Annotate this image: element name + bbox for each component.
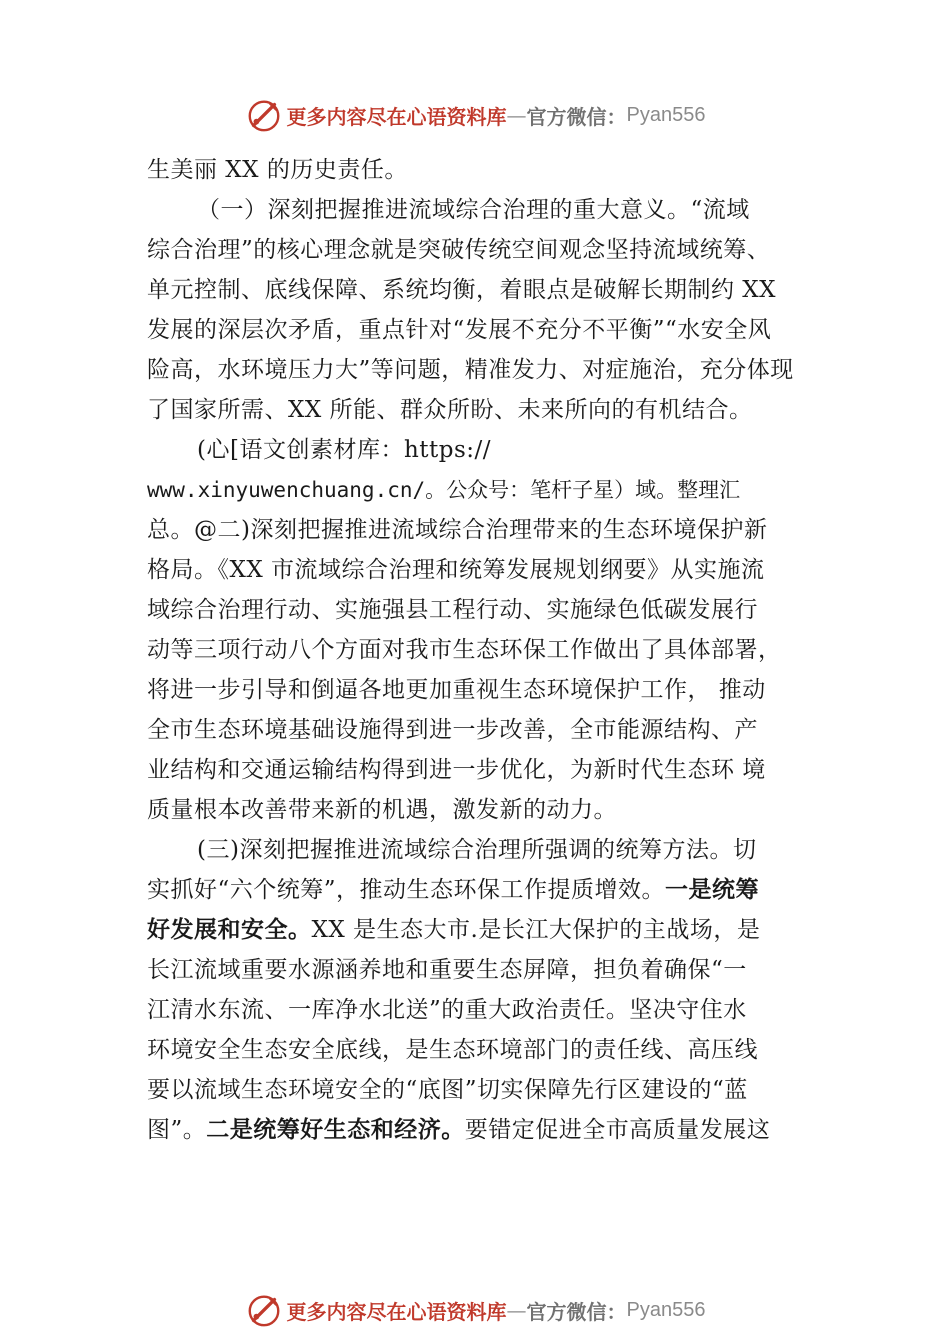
text-line <box>147 830 827 870</box>
text-run: 将进一步引导和倒逼各地更加重视生态环境保护工作， 推动 <box>147 677 766 703</box>
banner-wechat-id: Pyan556 <box>626 1298 706 1321</box>
text-line <box>147 910 827 950</box>
text-run: 动等三项行动八个方面对我市生态环保工作做出了具体部署， <box>147 637 782 663</box>
text-run: (三)深刻把握推进流域综合治理所强调的统筹方法。切 <box>197 837 757 863</box>
banner-dash: — <box>506 103 527 127</box>
text-line <box>147 470 827 510</box>
text-line <box>147 590 827 630</box>
text-line <box>147 750 827 790</box>
text-line <box>147 950 827 990</box>
text-line <box>147 790 827 830</box>
banner-label: 官方微信： <box>526 1299 627 1324</box>
bold-text-run: 二是统筹好生态和经济。 <box>206 1117 465 1143</box>
text-line <box>147 870 827 910</box>
text-run: 图”。 <box>147 1117 207 1143</box>
text-run: XX 是生态大市.是长江大保护的主战场，是 <box>311 917 761 943</box>
text-line <box>147 150 827 190</box>
text-run: www.xinyuwenchuang.cn/。公众号：笔杆子星）域。整理汇 <box>147 478 741 502</box>
text-run: 要错定促进全市高质量发展这 <box>464 1117 771 1143</box>
text-run: 实抓好“六个统筹”，推动生态环保工作提质增效。 <box>147 877 666 903</box>
text-run: 了国家所需、XX 所能、群众所盼、未来所向的有机结合。 <box>147 397 753 423</box>
text-line <box>147 350 827 390</box>
text-run: 要以流域生态环境安全的“底图”切实保障先行区建设的“蓝 <box>147 1077 748 1103</box>
text-run: 长江流域重要水源涵养地和重要生态屏障，担负着确保“一 <box>147 957 747 983</box>
text-line <box>147 190 827 230</box>
banner-label: 官方微信： <box>526 104 627 129</box>
bold-text-run: 一是统筹 <box>665 877 760 903</box>
text-run: 综合治理”的核心理念就是突破传统空间观念坚持流域统筹、 <box>147 237 771 263</box>
text-line <box>147 310 827 350</box>
banner-dash: — <box>506 1298 527 1322</box>
text-line <box>147 670 827 710</box>
bold-text-run: 好发展和安全。 <box>147 917 312 943</box>
text-run: 总。@二)深刻把握推进流域综合治理带来的生态环境保护新 <box>147 517 768 543</box>
text-line <box>147 630 827 670</box>
banner-main-text: 更多内容尽在心语资料库 <box>286 104 507 129</box>
text-run: 全市生态环境基础设施得到进一步改善，全市能源结构、产 <box>147 717 758 743</box>
text-line <box>147 1110 827 1150</box>
text-line <box>147 1030 827 1070</box>
text-run: 险高，水环境压力大”等问题，精准发力、对症施治，充分体现 <box>147 357 794 383</box>
text-line <box>147 710 827 750</box>
banner-main-text: 更多内容尽在心语资料库 <box>286 1299 507 1324</box>
text-run: 业结构和交通运输结构得到进一步优化，为新时代生态环 境 <box>147 757 766 783</box>
text-run: 域综合治理行动、实施强县工程行动、实施绿色低碳发展行 <box>147 597 758 623</box>
text-run: 质量根本改善带来新的机遇，激发新的动力。 <box>147 797 617 823</box>
text-run: 单元控制、底线保障、系统均衡，着眼点是破解长期制约 XX <box>147 277 777 303</box>
watermark-banner-top <box>0 95 950 135</box>
text-line <box>147 550 827 590</box>
text-line <box>147 1070 827 1110</box>
document-body <box>147 150 827 1150</box>
brush-logo-icon <box>245 96 283 134</box>
text-line <box>147 990 827 1030</box>
text-run: 格局。《XX 市流域综合治理和统筹发展规划纲要》从实施流 <box>147 557 765 583</box>
text-line <box>147 430 827 470</box>
text-run: 发展的深层次矛盾，重点针对“发展不充分不平衡”“水安全风 <box>147 317 772 343</box>
text-run: 环境安全生态安全底线，是生态环境部门的责任线、高压线 <box>147 1037 758 1063</box>
brush-logo-icon <box>245 1291 283 1329</box>
watermark-banner-bottom <box>0 1290 950 1330</box>
text-run: 江清水东流、一库净水北送”的重大政治责任。坚决守住水 <box>147 997 747 1023</box>
text-line <box>147 230 827 270</box>
text-line <box>147 390 827 430</box>
text-line <box>147 270 827 310</box>
text-run: （一）深刻把握推进流域综合治理的重大意义。“流域 <box>197 197 750 223</box>
banner-wechat-id: Pyan556 <box>626 103 706 126</box>
text-run: (心[语文创素材库：https:// <box>197 437 492 463</box>
text-run: 生美丽 XX 的历史责任。 <box>147 157 408 183</box>
text-line <box>147 510 827 550</box>
